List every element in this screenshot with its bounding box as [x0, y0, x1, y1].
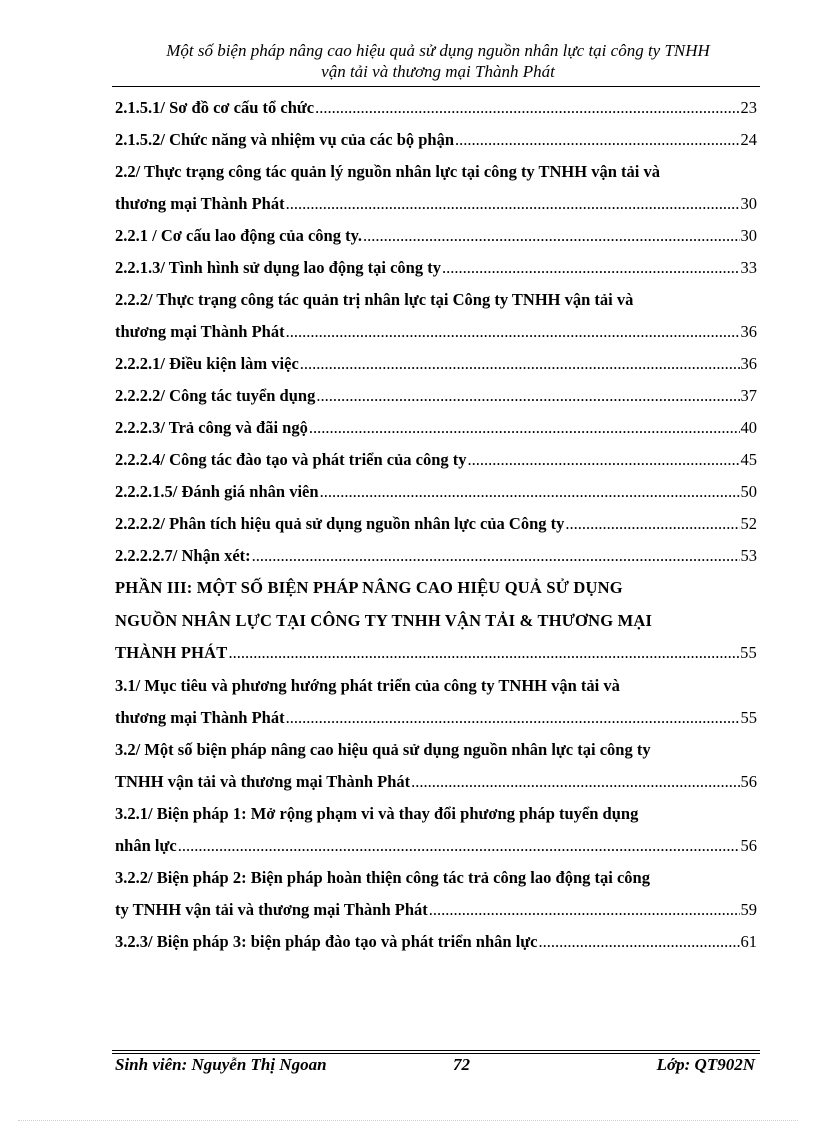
toc-entry-page: 56	[740, 835, 757, 855]
footer-rule	[112, 1050, 760, 1051]
toc-entry[interactable]	[115, 572, 757, 670]
toc-entry-title: TNHH vận tải và thương mại Thành Phát	[115, 771, 411, 791]
toc-entry-page: 37	[740, 386, 757, 405]
toc-entry[interactable]	[115, 284, 757, 348]
toc-entry-page: 30	[740, 194, 757, 213]
dot-leader	[539, 926, 740, 958]
toc-entry[interactable]	[115, 508, 757, 540]
toc-entry[interactable]	[115, 252, 757, 284]
toc-entry-last-line	[115, 348, 757, 380]
toc-entry-last-line	[115, 540, 757, 572]
dot-leader	[300, 348, 740, 380]
toc-entry-line: 3.2/ Một số biện pháp nâng cao hiệu quả sử dụng nguồn nhân lực tại công ty	[115, 739, 651, 759]
toc-entry-title: ty TNHH vận tải và thương mại Thành Phát	[115, 899, 428, 919]
toc-entry-page: 59	[740, 899, 757, 919]
toc-entry-page: 55	[740, 643, 757, 662]
toc-entry-page: 23	[740, 98, 757, 117]
toc-entry-page: 36	[740, 354, 757, 373]
toc-entry[interactable]	[115, 734, 757, 798]
toc-entry-line: 3.2.2/ Biện pháp 2: Biện pháp hoàn thiện công tác trả công lao động tại công	[115, 867, 650, 887]
toc-entry-page: 36	[740, 322, 757, 341]
toc-entry[interactable]	[115, 444, 757, 476]
dot-leader	[455, 124, 739, 156]
toc-entry-last-line	[115, 894, 757, 926]
header-line-1: Một số biện pháp nâng cao hiệu quả sử dụng nguồn nhân lực tại công ty TNHH	[166, 41, 710, 60]
toc-entry-last-line	[115, 637, 757, 670]
toc-entry[interactable]	[115, 156, 757, 220]
toc-entry-title: 2.2.2.1/ Điều kiện làm việc	[115, 354, 299, 373]
toc-entry-last-line	[115, 188, 757, 220]
toc-entry-last-line	[115, 702, 757, 734]
footer-page-number: 72	[453, 1055, 470, 1074]
toc-entry-page: 33	[740, 258, 757, 277]
toc-entry[interactable]	[115, 92, 757, 124]
dot-leader	[442, 252, 740, 284]
toc-entry[interactable]	[115, 862, 757, 926]
toc-entry[interactable]	[115, 476, 757, 508]
toc-entry-page: 45	[740, 450, 757, 469]
toc-entry-last-line	[115, 412, 757, 444]
dot-leader	[286, 188, 740, 220]
toc-entry-last-line	[115, 508, 757, 540]
table-of-contents	[115, 92, 757, 958]
toc-entry-title: 2.2.1.3/ Tình hình sử dụng lao động tại công ty	[115, 258, 441, 277]
toc-entry-page: 55	[740, 707, 757, 727]
header-rule	[112, 86, 760, 87]
toc-entry-title: 2.2.2.2/ Phân tích hiệu quả sử dụng nguồn nhân lực của Công ty	[115, 514, 565, 533]
toc-entry[interactable]	[115, 540, 757, 572]
dot-leader	[565, 508, 739, 540]
dot-leader	[252, 540, 740, 572]
toc-entry-page: 56	[740, 771, 757, 791]
toc-entry-title: nhân lực	[115, 835, 177, 855]
dot-leader	[309, 412, 740, 444]
toc-entry[interactable]	[115, 348, 757, 380]
dot-leader	[286, 702, 740, 734]
toc-entry-line: 2.2/ Thực trạng công tác quản lý nguồn nhân lực tại công ty TNHH vận tải và	[115, 162, 660, 181]
toc-entry[interactable]	[115, 412, 757, 444]
dot-leader	[363, 220, 739, 252]
toc-entry-last-line	[115, 316, 757, 348]
toc-entry-last-line	[115, 766, 757, 798]
dot-leader	[228, 637, 739, 670]
toc-entry-title: thương mại Thành Phát	[115, 322, 285, 341]
dot-leader	[178, 830, 740, 862]
toc-entry-line: NGUỒN NHÂN LỰC TẠI CÔNG TY TNHH VẬN TẢI & THƯƠNG MẠI	[115, 610, 653, 630]
toc-entry-title: 2.2.2.2/ Công tác tuyển dụng	[115, 386, 316, 405]
toc-entry-title: 2.2.1 / Cơ cấu lao động của công ty.	[115, 226, 363, 245]
toc-entry-title: 3.2.3/ Biện pháp 3: biện pháp đào tạo và phát triển nhân lực	[115, 931, 538, 951]
toc-entry[interactable]	[115, 670, 757, 734]
toc-entry-page: 61	[740, 931, 757, 951]
page-bottom-border	[18, 1120, 798, 1121]
toc-entry-last-line	[115, 124, 757, 156]
toc-entry[interactable]	[115, 798, 757, 862]
footer-rule-double	[112, 1053, 760, 1054]
toc-entry[interactable]	[115, 220, 757, 252]
toc-entry[interactable]	[115, 124, 757, 156]
toc-entry-page: 53	[740, 546, 757, 565]
header-line-2: vận tải và thương mại Thành Phát	[321, 62, 555, 81]
toc-entry-line: PHẦN III: MỘT SỐ BIỆN PHÁP NÂNG CAO HIỆU QUẢ SỬ DỤNG	[115, 578, 623, 597]
toc-entry-last-line	[115, 252, 757, 284]
page-header	[112, 40, 764, 82]
toc-entry-last-line	[115, 92, 757, 124]
footer-student: Sinh viên: Nguyễn Thị Ngoan	[115, 1055, 327, 1074]
toc-entry-title: THÀNH PHÁT	[115, 643, 228, 662]
dot-leader	[316, 380, 739, 412]
toc-entry-title: 2.2.2.4/ Công tác đào tạo và phát triển của công ty	[115, 450, 467, 469]
toc-entry-last-line	[115, 444, 757, 476]
toc-entry-last-line	[115, 476, 757, 508]
toc-entry-line: 2.2.2/ Thực trạng công tác quản trị nhân lực tại Công ty TNHH vận tải và	[115, 290, 634, 309]
toc-entry-last-line	[115, 380, 757, 412]
toc-entry-page: 30	[740, 226, 757, 245]
toc-entry-page: 50	[740, 482, 757, 501]
page-footer	[115, 1055, 755, 1077]
toc-entry-page: 40	[740, 418, 757, 437]
toc-entry[interactable]	[115, 380, 757, 412]
toc-entry-line: 3.1/ Mục tiêu và phương hướng phát triển của công ty TNHH vận tải và	[115, 675, 620, 695]
toc-entry-line: 3.2.1/ Biện pháp 1: Mở rộng phạm vi và thay đổi phương pháp tuyển dụng	[115, 803, 639, 823]
dot-leader	[429, 894, 740, 926]
toc-entry-title: 2.2.2.2.7/ Nhận xét:	[115, 546, 251, 565]
toc-entry-title: 2.1.5.2/ Chức năng và nhiệm vụ của các bộ phận	[115, 130, 455, 149]
dot-leader	[320, 476, 740, 508]
dot-leader	[411, 766, 739, 798]
toc-entry-last-line	[115, 830, 757, 862]
footer-class: Lớp: QT902N	[656, 1055, 755, 1074]
dot-leader	[315, 92, 739, 124]
toc-entry-title: 2.2.2.3/ Trả công và đãi ngộ	[115, 418, 308, 437]
toc-entry-title: thương mại Thành Phát	[115, 194, 285, 213]
toc-entry-page: 52	[740, 514, 757, 533]
toc-entry[interactable]	[115, 926, 757, 958]
toc-entry-page: 24	[740, 130, 757, 149]
toc-entry-last-line	[115, 926, 757, 958]
toc-entry-title: thương mại Thành Phát	[115, 707, 285, 727]
dot-leader	[468, 444, 740, 476]
toc-entry-title: 2.1.5.1/ Sơ đồ cơ cấu tổ chức	[115, 98, 315, 117]
toc-entry-last-line	[115, 220, 757, 252]
dot-leader	[286, 316, 740, 348]
toc-entry-title: 2.2.2.1.5/ Đánh giá nhân viên	[115, 482, 319, 501]
